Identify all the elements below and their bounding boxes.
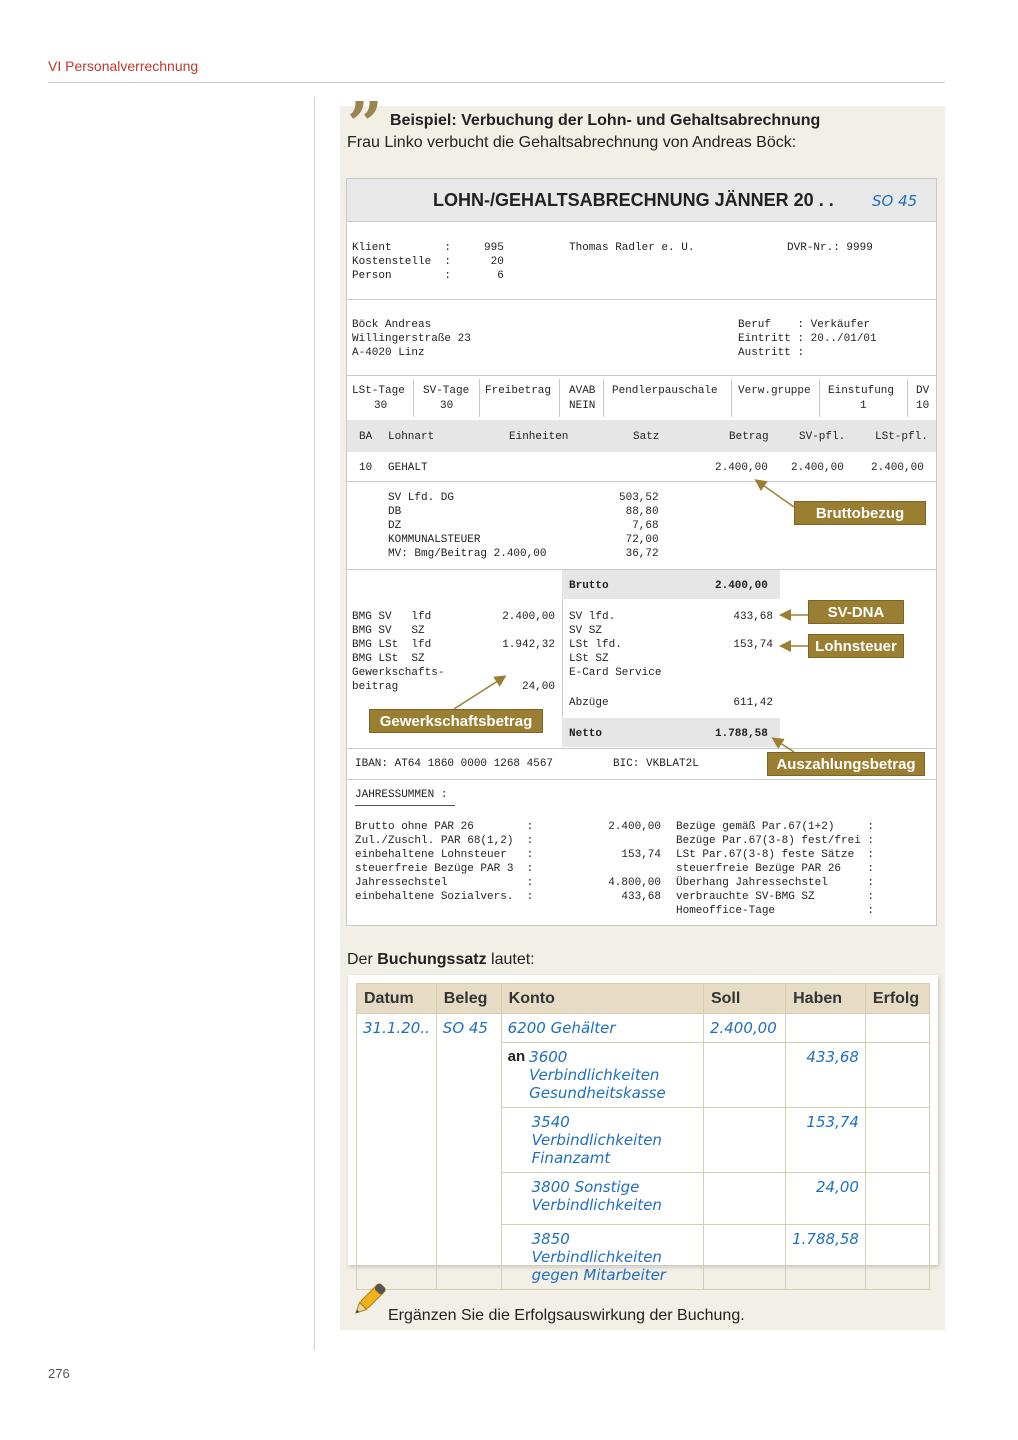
- dv-value: 10: [916, 400, 930, 412]
- erfolg-cell[interactable]: [865, 1014, 929, 1043]
- col-betrag: Betrag: [729, 431, 769, 443]
- booking-table: [356, 983, 930, 1290]
- booking-label-bold: Buchungssatz: [377, 951, 487, 968]
- slip-reference: SO 45: [872, 192, 918, 210]
- slip-title: LOHN-/GEHALTSABRECHNUNG JÄNNER 20 . .: [433, 190, 834, 210]
- erfolg-cell[interactable]: [865, 1173, 929, 1225]
- booking-label: [347, 951, 535, 969]
- debit-amount: 2.400,00: [703, 1014, 785, 1043]
- netto-label: Netto: [569, 728, 603, 740]
- tag-lohnsteuer: Lohnsteuer: [808, 634, 904, 658]
- credit-amount: 433,68: [786, 1043, 866, 1108]
- gehalt-ba: 10: [359, 462, 373, 474]
- soll-cell: [703, 1225, 785, 1290]
- annual-left-values: 2.400,00 153,74 4.800,00 433,68: [608, 821, 661, 903]
- employer-charges-labels: SV Lfd. DG DB DZ KOMMUNALSTEUER MV: Bmg/Beitrag 2.400,00: [388, 492, 547, 560]
- erfolg-cell[interactable]: [865, 1108, 929, 1173]
- erfolg-cell[interactable]: [865, 1043, 929, 1108]
- example-title: Beispiel: Verbuchung der Lohn- und Gehaltsabrechnung: [390, 112, 821, 129]
- arrow-bruttobezug: [757, 481, 794, 507]
- booking-header-row: [357, 984, 930, 1014]
- col-einheiten: Einheiten: [509, 431, 569, 443]
- quote-icon: ”: [347, 88, 383, 161]
- col-sv-pfl: SV-pfl.: [799, 431, 846, 443]
- th-soll: Soll: [703, 984, 785, 1014]
- bic: BIC: VKBLAT2L: [613, 758, 699, 770]
- avab-label: AVAB: [569, 385, 596, 397]
- soll-cell: [703, 1043, 785, 1108]
- annual-left-labels: Brutto ohne PAR 26 : Zul./Zuschl. PAR 68(1,2) : einbehaltene Lohnsteuer : steuerfreie Bezüge PAR 3 : Jahressechstel : einbehaltene Sozialvers. :: [355, 821, 534, 903]
- soll-cell: [703, 1173, 785, 1225]
- tag-auszahlungsbetrag: Auszahlungsbetrag: [767, 752, 925, 776]
- pen-icon: [346, 1278, 390, 1324]
- annual-totals-title: JAHRESSUMMEN :: [355, 789, 448, 801]
- credit-amount: 1.788,58: [786, 1225, 866, 1290]
- employee-city: A-4020 Linz: [352, 347, 425, 359]
- deduction-labels: SV lfd. SV SZ LSt lfd. LSt SZ E-Card Service: [569, 611, 662, 679]
- th-datum: Datum: [357, 984, 437, 1014]
- abzuege-value: 611,42: [733, 697, 773, 709]
- tag-bruttobezug: Bruttobezug: [794, 501, 926, 525]
- col-satz: Satz: [633, 431, 660, 443]
- iban: IBAN: AT64 1860 0000 1268 4567: [355, 758, 554, 770]
- client-line-2: Kostenstelle : 20: [352, 256, 504, 268]
- gehalt-name: GEHALT: [388, 462, 428, 474]
- employee-street: Willingerstraße 23: [352, 333, 471, 345]
- employee-entry: Eintritt : 20../01/01: [738, 333, 877, 345]
- col-lohnart: Lohnart: [388, 431, 435, 443]
- annual-right-labels: Bezüge gemäß Par.67(1+2) : Bezüge Par.67(3-8) fest/frei : LSt Par.67(3-8) feste Sätze : steuerfreie Bezüge PAR 26 : Überhang Jahressechstel : verbrauchte SV-BMG SZ : Homeoffice-Tage :: [676, 821, 875, 917]
- credit-account-1: [501, 1043, 703, 1108]
- col-ba: BA: [359, 431, 373, 443]
- einstufung-value: 1: [860, 400, 867, 412]
- employee-exit: Austritt :: [738, 347, 805, 359]
- verwgruppe-label: Verw.gruppe: [738, 385, 811, 397]
- deduction-values: 433,68 153,74: [733, 611, 773, 651]
- credit-account-2: 3540 Verbindlichkeiten Finanzamt: [501, 1108, 703, 1173]
- page-number: 276: [48, 1366, 70, 1381]
- bmg-labels: BMG SV lfd BMG SV SZ BMG LSt lfd BMG LSt SZ Gewerkschafts- beitrag: [352, 611, 445, 693]
- lst-tage-label: LSt-Tage: [352, 385, 405, 397]
- client-line-1: Klient : 995: [352, 242, 504, 254]
- th-beleg: Beleg: [436, 984, 501, 1014]
- tag-gewerkschaftsbetrag: Gewerkschaftsbetrag: [369, 709, 543, 733]
- employee-job: Beruf : Verkäufer: [738, 319, 871, 331]
- an-label: an: [507, 1048, 526, 1065]
- th-konto: Konto: [501, 984, 703, 1014]
- gehalt-betrag: 2.400,00: [715, 462, 768, 474]
- lst-tage-value: 30: [374, 400, 388, 412]
- brutto-label: Brutto: [569, 580, 609, 592]
- erfolg-cell[interactable]: [865, 1225, 929, 1290]
- credit-account-4: 3850 Verbindlichkeiten gegen Mitarbeiter: [501, 1225, 703, 1290]
- haben-cell: [786, 1014, 866, 1043]
- task-text: Ergänzen Sie die Erfolgsauswirkung der Buchung.: [388, 1307, 745, 1324]
- tag-sv-dna: SV-DNA: [808, 600, 904, 624]
- client-line-3: Person : 6: [352, 270, 504, 282]
- booking-label-pre: Der: [347, 951, 378, 968]
- freibetrag-label: Freibetrag: [485, 385, 552, 397]
- th-erfolg: Erfolg: [865, 984, 929, 1014]
- dvr-number: DVR-Nr.: 9999: [787, 242, 873, 254]
- datum-cell: 31.1.20..: [357, 1014, 437, 1290]
- pendler-label: Pendlerpauschale: [612, 385, 718, 397]
- beleg-cell: SO 45: [436, 1014, 501, 1290]
- avab-value: NEIN: [569, 400, 596, 412]
- sv-tage-label: SV-Tage: [423, 385, 470, 397]
- employer-charges-values: 503,52 88,80 7,68 72,00 36,72: [619, 492, 659, 560]
- gehalt-sv: 2.400,00: [791, 462, 844, 474]
- company-name: Thomas Radler e. U.: [569, 242, 695, 254]
- gehalt-lst: 2.400,00: [871, 462, 924, 474]
- credit-amount: 153,74: [786, 1108, 866, 1173]
- arrow-gewerkschaftsbetrag: [454, 677, 504, 709]
- credit-account-3: 3800 Sonstige Verbindlichkeiten: [501, 1173, 703, 1225]
- arrow-auszahlungsbetrag: [774, 739, 794, 752]
- chapter-header: VI Personalverrechnung: [48, 58, 199, 74]
- booking-label-post: lautet:: [486, 951, 535, 968]
- sv-tage-value: 30: [440, 400, 454, 412]
- col-lst-pfl: LSt-pfl.: [875, 431, 928, 443]
- dv-label: DV: [916, 385, 930, 397]
- example-intro: Frau Linko verbucht die Gehaltsabrechnung von Andreas Böck:: [347, 134, 797, 151]
- debit-account: 6200 Gehälter: [501, 1014, 703, 1043]
- bmg-values: 2.400,00 1.942,32 24,00: [502, 611, 555, 693]
- employee-name: Böck Andreas: [352, 319, 432, 331]
- table-row: [357, 1014, 930, 1043]
- brutto-value: 2.400,00: [715, 580, 768, 592]
- credit-amount: 24,00: [786, 1173, 866, 1225]
- soll-cell: [703, 1108, 785, 1173]
- abzuege-label: Abzüge: [569, 697, 609, 709]
- einstufung-label: Einstufung: [828, 385, 895, 397]
- credit-account-text: 3600 Verbindlichkeiten Gesundheitskasse: [529, 1048, 666, 1102]
- th-haben: Haben: [786, 984, 866, 1014]
- netto-value: 1.788,58: [715, 728, 768, 740]
